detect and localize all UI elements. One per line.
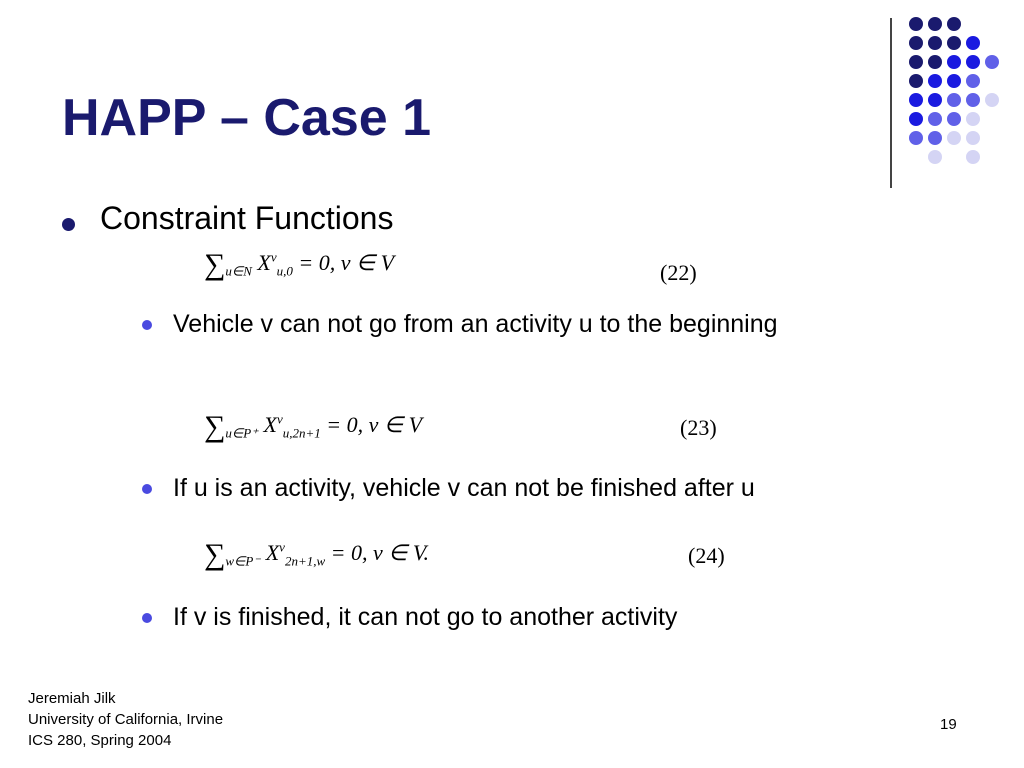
equation-23: $\sum_{u\in P^+}$ $X^v_{u,2n+1} = 0$, v ∈ V [204, 410, 423, 443]
equation-24-number: (24) [688, 543, 725, 568]
decor-dot [966, 150, 980, 164]
decor-dot [966, 93, 980, 107]
decor-dot [928, 36, 942, 50]
bullet-icon [62, 218, 75, 231]
decor-dot [909, 112, 923, 126]
sub-bullet-2-text: If u is an activity, vehicle v can not be finished after u [173, 474, 755, 502]
decor-dot [947, 131, 961, 145]
equation-23-number: (23) [680, 415, 717, 440]
decor-dot [966, 74, 980, 88]
decor-dot [909, 131, 923, 145]
equation-22: $\sum_{u\in N}$ $X^v_{u,0} = 0$, v ∈ V [204, 248, 395, 281]
decor-dot [909, 17, 923, 31]
decor-dot [947, 36, 961, 50]
decor-dot [966, 36, 980, 50]
decor-dot [909, 74, 923, 88]
sub-bullet-3-text: If v is finished, it can not go to another activity [173, 603, 678, 631]
sub-bullet-2 [142, 471, 842, 506]
decor-dot [928, 131, 942, 145]
decor-dot [947, 55, 961, 69]
page-number: 19 [940, 716, 957, 733]
footer [28, 688, 223, 751]
decor-dot [985, 55, 999, 69]
decor-dot [947, 112, 961, 126]
bullet-icon [142, 320, 152, 330]
decor-dot [928, 112, 942, 126]
decor-dot [909, 55, 923, 69]
footer-author: Jeremiah Jilk [28, 690, 116, 707]
decor-dot [928, 93, 942, 107]
decor-dot [985, 93, 999, 107]
decor-dot [966, 131, 980, 145]
slide-title: HAPP – Case 1 [62, 89, 432, 147]
bullet-icon [142, 613, 152, 623]
main-bullet-text: Constraint Functions [100, 200, 394, 236]
decor-dot [928, 74, 942, 88]
equation-22-number: (22) [660, 260, 697, 285]
decor-dot [909, 36, 923, 50]
decor-dot [928, 17, 942, 31]
decor-dot [947, 17, 961, 31]
decor-dot [909, 93, 923, 107]
decor-dot [947, 93, 961, 107]
sub-bullet-3 [142, 600, 842, 635]
decor-dot [928, 55, 942, 69]
footer-university: University of California, Irvine [28, 711, 224, 728]
equation-24: $\sum_{w\in P^-}$ $X^v_{2n+1,w} = 0$, v ∈ V. [204, 538, 430, 571]
decor-dot [966, 112, 980, 126]
decor-dot [947, 74, 961, 88]
footer-course: ICS 280, Spring 2004 [28, 732, 172, 749]
bullet-icon [142, 484, 152, 494]
dot-grid-decoration [904, 12, 1014, 172]
sub-bullet-1-text: Vehicle v can not go from an activity u to the beginning [173, 310, 778, 338]
divider-line [890, 18, 892, 188]
decor-dot [928, 150, 942, 164]
decor-dot [966, 55, 980, 69]
sub-bullet-1 [142, 307, 842, 342]
